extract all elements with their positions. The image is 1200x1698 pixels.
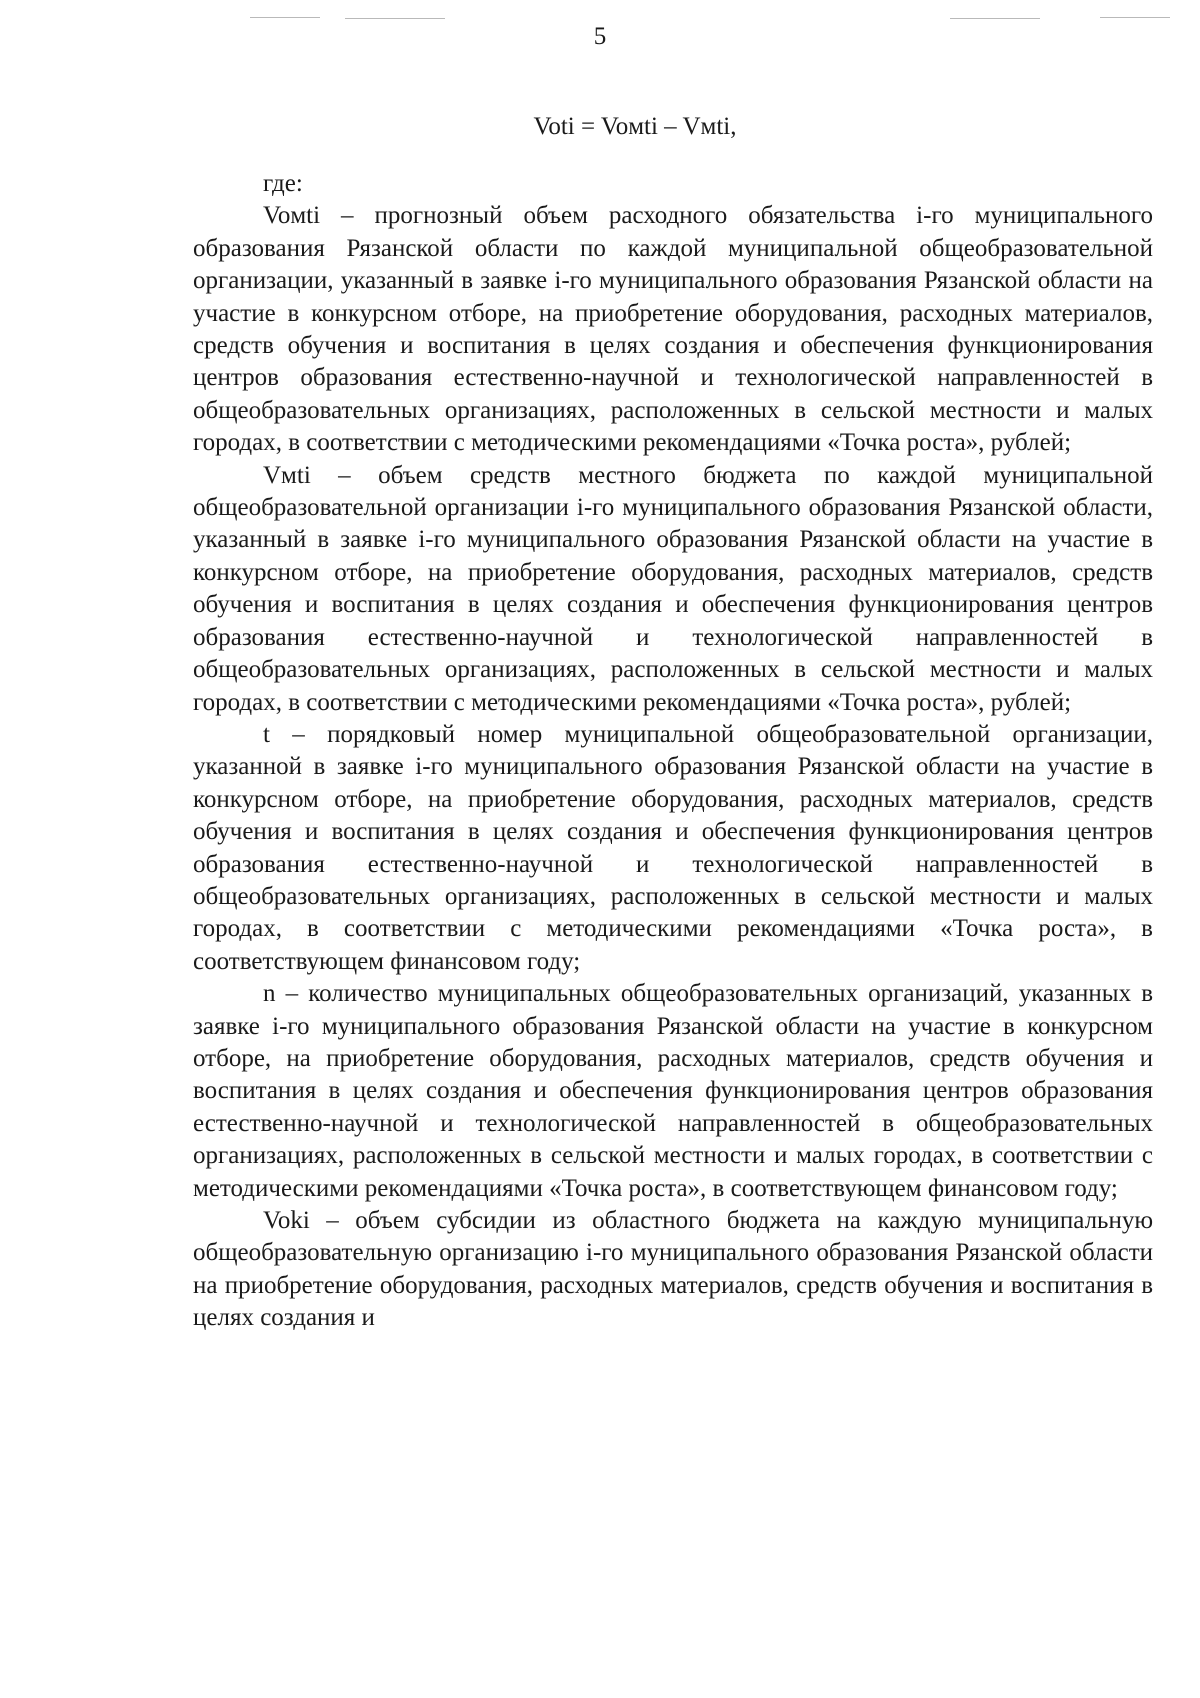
definition-t: t – порядковый номер муниципальной общеобразовательной организации, указанной в заявке i-го муниципального образования Рязанской области на участие в конкурсном отборе, на приобретение оборудования, расходных материалов, средств обучения и воспитания в целях создания и обеспечения функционирования центров образования естественно-научной и технологической направленностей в общеобразовательных организациях, расположенных в сельской местности и малых городах, в соответствии с методическими рекомендациями «Точка роста», в соответствующем финансовом году; (193, 720, 1153, 975)
document-body (193, 168, 1153, 1335)
definition-vomti: Voмti – прогнозный объем расходного обязательства i-го муниципального образования Рязанской области по каждой муниципальной общеобразовательной организации, указанный в заявке i-го муниципального образования Рязанской области на участие в конкурсном отборе, на приобретение оборудования, расходных материалов, средств обучения и воспитания в целях создания и обеспечения функционирования центров образования естественно-научной и технологической направленностей в общеобразовательных организациях, расположенных в сельской местности и малых городах, в соответствии с методическими рекомендациями «Точка роста», рублей; (193, 202, 1153, 457)
scan-artifact (1100, 17, 1170, 18)
formula: Voti = Voмti – Vмti, (533, 113, 737, 140)
where-label: где: (263, 170, 303, 197)
definition-voki: Voki – объем субсидии из областного бюджета на каждую муниципальную общеобразовательную организацию i-го муниципального образования Рязанской области на приобретение оборудования, расходных материалов, средств обучения и воспитания в целях создания и (193, 1207, 1153, 1332)
definition-n: n – количество муниципальных общеобразовательных организаций, указанных в заявке i-го муниципального образования Рязанской области на участие в конкурсном отборе, на приобретение оборудования, расходных материалов, средств обучения и воспитания в целях создания и обеспечения функционирования центров образования естественно-научной и технологической направленностей в общеобразовательных организациях, расположенных в сельской местности и малых городах, в соответствии с методическими рекомендациями «Точка роста», в соответствующем финансовом году; (193, 980, 1153, 1202)
scan-artifact (345, 18, 445, 19)
page-number: 5 (593, 23, 607, 50)
definition-vmti: Vмti – объем средств местного бюджета по каждой муниципальной общеобразовательной организации i-го муниципального образования Рязанской области, указанный в заявке i-го муниципального образования Рязанской области на участие в конкурсном отборе, на приобретение оборудования, расходных материалов, средств обучения и воспитания в целях создания и обеспечения функционирования центров образования естественно-научной и технологической направленностей в общеобразовательных организациях, расположенных в сельской местности и малых городах, в соответствии с методическими рекомендациями «Точка роста», рублей; (193, 461, 1153, 716)
scan-artifact (250, 17, 320, 18)
scan-artifact (950, 18, 1040, 19)
